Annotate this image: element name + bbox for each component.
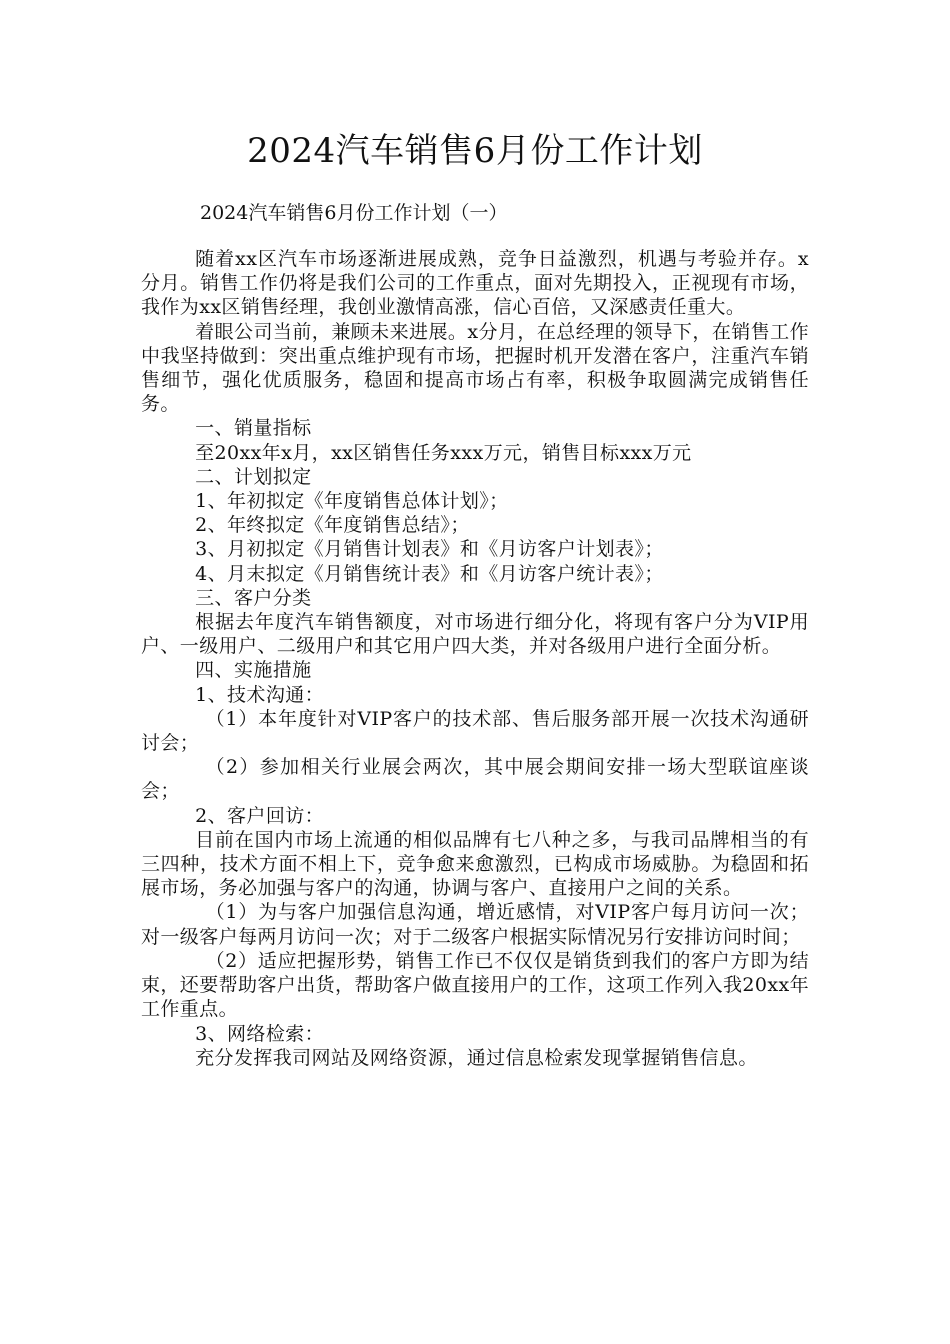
paragraph-focus: 着眼公司当前，兼顾未来进展。x分月，在总经理的领导下，在销售工作中我坚持做到：突出重点维护现有市场，把握时机开发潜在客户，注重汽车销售细节，强化优质服务，稳固和提高市场占有率，积极争取圆满完成销售任务。 <box>141 320 809 416</box>
paragraph-sales-target: 至20xx年x月，xx区销售任务xxx万元，销售目标xxx万元 <box>195 441 692 464</box>
heading-plan: 二、计划拟定 <box>195 465 312 488</box>
heading-customer-classification: 三、客户分类 <box>195 586 312 609</box>
list-item-visit-2: （2）适应把握形势，销售工作已不仅仅是销货到我们的客户方即为结束，还要帮助客户出货，帮助客户做直接用户的工作，这项工作列入我20xx年工作重点。 <box>141 949 810 1021</box>
list-item-plan-1: 1、年初拟定《年度销售总体计划》； <box>195 490 509 513</box>
heading-measures: 四、实施措施 <box>195 659 312 682</box>
document-title: 2024汽车销售6月份工作计划 <box>247 131 703 171</box>
paragraph-market-competition: 目前在国内市场上流通的相似品牌有七八种之多，与我司品牌相当的有三四种，技术方面不相上下，竞争愈来愈激烈，已构成市场威胁。为稳固和拓展市场，务必加强与客户的沟通，协调与客户、直接用户之间的关系。 <box>141 828 809 900</box>
document-subtitle: 2024汽车销售6月份工作计划（一） <box>200 202 508 224</box>
paragraph-network-search: 充分发挥我司网站及网络资源，通过信息检索发现掌握销售信息。 <box>195 1046 758 1069</box>
list-item-plan-3: 3、月初拟定《月销售计划表》和《月访客户计划表》； <box>195 538 664 561</box>
subheading-network-search: 3、网络检索： <box>195 1022 325 1045</box>
list-item-technical-1: （1）本年度针对VIP客户的技术部、售后服务部开展一次技术沟通研讨会； <box>141 707 809 755</box>
paragraph-customer-classification: 根据去年度汽车销售额度，对市场进行细分化，将现有客户分为VIP用户、一级用户、二级用户和其它用户四大类，并对各级用户进行全面分析。 <box>141 611 809 658</box>
list-item-visit-1: （1）为与客户加强信息沟通，增近感情，对VIP客户每月访问一次；对一级客户每两月访问一次；对于二级客户根据实际情况另行安排访问时间； <box>141 901 809 948</box>
list-item-plan-4: 4、月末拟定《月销售统计表》和《月访客户统计表》； <box>195 562 664 585</box>
list-item-plan-2: 2、年终拟定《年度销售总结》； <box>195 514 470 537</box>
document-body <box>141 247 809 1070</box>
heading-sales-target: 一、销量指标 <box>195 417 312 440</box>
list-item-technical-2: （2）参加相关行业展会两次，其中展会期间安排一场大型联谊座谈会； <box>141 756 809 803</box>
paragraph-intro: 随着xx区汽车市场逐渐进展成熟，竞争日益激烈，机遇与考验并存。x分月。销售工作仍将是我们公司的工作重点，面对先期投入，正视现有市场，我作为xx区销售经理，我创业激情高涨，信心百倍，又深感责任重大。 <box>141 248 809 319</box>
subheading-customer-visits: 2、客户回访： <box>195 804 325 827</box>
subheading-technical-communication: 1、技术沟通： <box>195 683 325 706</box>
